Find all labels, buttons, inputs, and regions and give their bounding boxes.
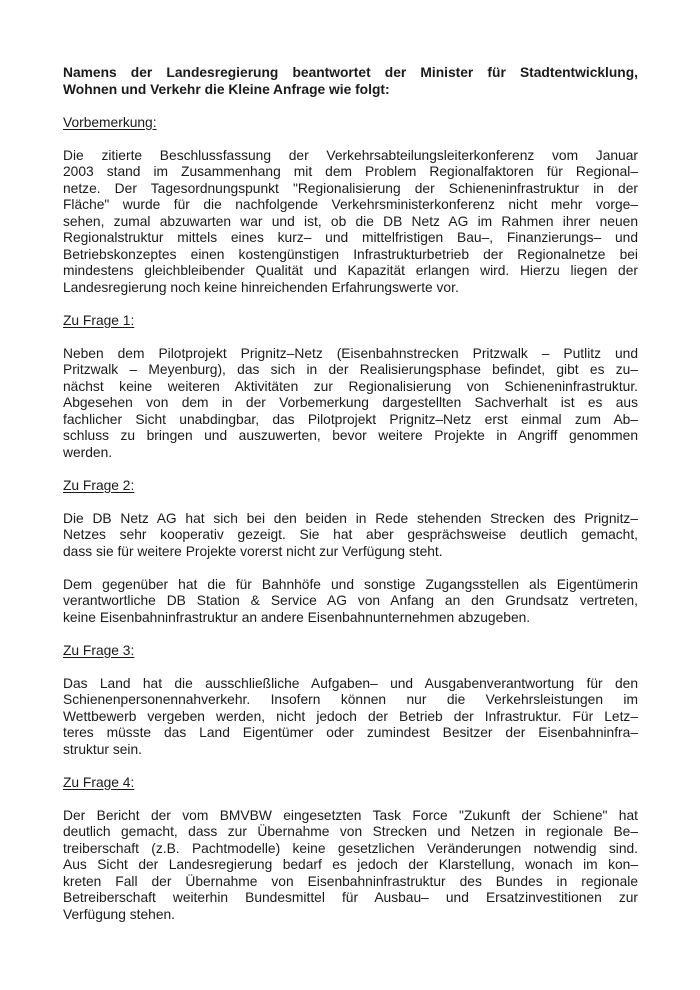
text-line: Regionalstruktur mittels eines kurz– und mittelfristigen Bau–, Finanzierungs– und (63, 230, 638, 245)
paragraph (63, 148, 638, 297)
text-line: Das Land hat die ausschließliche Aufgaben– und Ausgabenverantwortung für den (63, 675, 638, 691)
section-heading-vorbemerkung: Vorbemerkung: (63, 114, 157, 130)
text-line: Netzes sehr kooperativ gezeigt. Sie hat aber gesprächsweise deutlich gemacht, (63, 527, 638, 542)
text-line: nächst keine weiteren Aktivitäten zur Regionalisierung von Schieneninfrastruktur. (63, 378, 638, 394)
section-heading-frage-4: Zu Frage 4: (63, 774, 135, 790)
text-line: deutlich gemacht, dass zur Übernahme von Strecken und Netzen in regionale Be– (63, 824, 638, 839)
intro-statement (63, 65, 638, 98)
text-line: Landesregierung noch keine hinreichenden Erfahrungswerte vor. (63, 279, 459, 295)
text-line: Betreiberschaft weiterhin Bundesmittel für Ausbau– und Ersatzinvestitionen zur (63, 890, 638, 905)
document-content (63, 65, 638, 940)
paragraph (63, 577, 638, 627)
text-line: dass sie für weitere Projekte vorerst nicht zur Verfügung steht. (63, 543, 443, 559)
section-heading-frage-3: Zu Frage 3: (63, 642, 135, 658)
text-line: Pritzwalk – Meyenburg), das sich in der Realisierungsphase befindet, gibt es zu– (63, 362, 638, 377)
text-line: netze. Der Tagesordnungspunkt "Regionalisierung der Schieneninfrastruktur in der (63, 180, 638, 196)
text-line: Abgesehen von dem in der Vorbemerkung dargestellten Sachverhalt ist es aus (63, 395, 638, 410)
text-line: Neben dem Pilotprojekt Prignitz–Netz (Eisenbahnstrecken Pritzwalk – Putlitz und (63, 345, 638, 361)
paragraph (63, 511, 638, 561)
text-line: keine Eisenbahninfrastruktur an andere Eisenbahnunternehmen abzugeben. (63, 609, 531, 625)
text-line: Schienenpersonennahverkehr. Insofern können nur die Verkehrsleistungen im (63, 692, 638, 707)
paragraph (63, 346, 638, 462)
section-frage-1 (63, 313, 638, 462)
text-line: Dem gegenüber hat die für Bahnhöfe und sonstige Zugangsstellen als Eigentümerin (63, 576, 638, 592)
text-line: Wettbewerb vergeben werden, nicht jedoch der Betrieb der Infrastruktur. Für Letz– (63, 708, 638, 724)
text-line: teres müsste das Land Eigentümer oder zumindest Besitzer der Eisenbahninfra– (63, 725, 638, 740)
text-line: 2003 stand im Zusammenhang mit dem Problem Regionalfaktoren für Regional– (63, 164, 638, 179)
text-line: sehen, zumal abzuwarten war und ist, ob die DB Netz AG im Rahmen ihrer neuen (63, 213, 638, 229)
text-line: struktur sein. (63, 741, 142, 757)
paragraph (63, 676, 638, 759)
section-vorbemerkung (63, 115, 638, 297)
text-line: Die zitierte Beschlussfassung der Verkehrsabteilungsleiterkonferenz vom Januar (63, 147, 638, 163)
text-line: kreten Fall der Übernahme von Eisenbahninfrastruktur des Bundes in regionale (63, 873, 638, 889)
text-line: treiberschaft (z.B. Pachtmodelle) keine gesetzlichen Veränderungen notwendig sind. (63, 840, 638, 856)
text-line: Die DB Netz AG hat sich bei den beiden in Rede stehenden Strecken des Prignitz– (63, 510, 638, 526)
text-line: Betriebskonzeptes einen kostengünstigen Infrastrukturbetrieb der Regionalnetze bei (63, 246, 638, 262)
section-frage-3 (63, 643, 638, 759)
text-line: Wohnen und Verkehr die Kleine Anfrage wie folgt: (63, 81, 390, 97)
paragraph (63, 808, 638, 924)
text-line: schluss zu bringen und auszuwerten, bevor weitere Projekte in Angriff genommen (63, 428, 638, 443)
text-line: mindestens gleichbleibender Qualität und Kapazität erlangen wird. Hierzu liegen der (63, 263, 638, 278)
text-line: Der Bericht der vom BMVBW eingesetzten Task Force "Zukunft der Schiene" hat (63, 807, 638, 823)
text-line: fachlicher Sicht unabdingbar, das Pilotprojekt Prignitz–Netz erst einmal zum Ab– (63, 411, 638, 427)
section-heading-frage-1: Zu Frage 1: (63, 312, 135, 328)
text-line: Namens der Landesregierung beantwortet der Minister für Stadtentwicklung, (63, 65, 638, 80)
text-line: Verfügung stehen. (63, 906, 175, 922)
section-frage-4 (63, 775, 638, 924)
text-line: werden. (63, 444, 113, 460)
section-heading-frage-2: Zu Frage 2: (63, 477, 135, 493)
text-line: Fläche" wurde für die nachfolgende Verkehrsministerkonferenz nicht mehr vorge– (63, 197, 638, 212)
text-line: verantwortliche DB Station & Service AG von Anfang an den Grundsatz vertreten, (63, 593, 638, 608)
text-line: Aus Sicht der Landesregierung bedarf es jedoch der Klarstellung, wonach im kon– (63, 857, 638, 872)
section-frage-2 (63, 478, 638, 627)
